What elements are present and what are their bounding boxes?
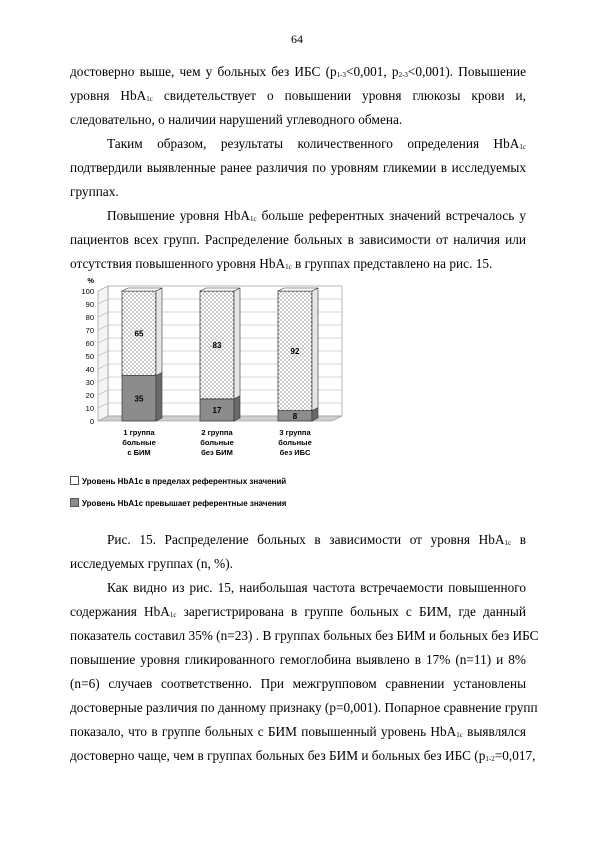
text-run: подтвердили выявленные ранее различия по уровням гликемии в исследуемых: [70, 160, 526, 175]
bar-side: [156, 288, 162, 376]
x-category-label: без ИБС: [279, 448, 311, 457]
text-run: достоверно выше, чем у больных без ИБС (p: [70, 64, 337, 79]
y-tick-label: 10: [85, 404, 94, 413]
text-line: [70, 746, 536, 766]
x-category-label: 1 группа: [123, 428, 155, 437]
bar-side: [234, 288, 240, 399]
x-category-label: больные: [278, 438, 312, 447]
legend-item-normal: [70, 475, 286, 489]
text-run: уровня HbA: [70, 88, 147, 103]
data-label: 65: [134, 329, 144, 339]
text-line: [107, 206, 526, 226]
text-run: содержания HbA: [70, 604, 170, 619]
text-run: исследуемых группах (n, %).: [70, 556, 233, 571]
text-run: достоверные различия по данному признаку (p=0,001). Попарное сравнение групп: [70, 700, 538, 715]
text-line: [70, 86, 526, 106]
page-number: 64: [291, 32, 303, 46]
text-run: пациентов всех групп. Распределение больных в зависимости от наличия или: [70, 232, 526, 247]
subscript: 1c: [519, 143, 526, 151]
text-run: больше референтных значений встречалось у: [256, 208, 526, 223]
text-line: [70, 158, 526, 178]
text-line: [70, 722, 526, 742]
text-run: показало, что в группе больных с БИМ повышенный уровень HbA: [70, 724, 457, 739]
text-run: достоверно чаще, чем в группах больных без БИМ и больных без ИБС (p: [70, 748, 486, 763]
text-line: [107, 578, 526, 598]
text-run: Повышение уровня HbA: [107, 208, 251, 223]
text-run: <0,001, p: [346, 64, 399, 79]
data-label: 83: [212, 340, 222, 350]
text-run: в группах представлено на рис. 15.: [291, 256, 493, 271]
x-category-label: больные: [200, 438, 234, 447]
y-tick-label: 50: [85, 352, 94, 361]
legend-swatch-solid: [70, 498, 79, 507]
text-run: =0,017,: [494, 748, 536, 763]
subscript: 1c: [504, 539, 512, 547]
text-run: <0,001). Повышение: [407, 64, 527, 79]
data-label: 35: [134, 394, 144, 404]
text-line: [70, 182, 526, 202]
text-line: [70, 602, 526, 622]
text-run: Таким образом, результаты количественного определения HbA: [107, 136, 520, 151]
text-line: [70, 554, 526, 574]
subscript: 1-3: [336, 71, 346, 79]
subscript: 1-2: [485, 755, 495, 763]
y-tick-label: 70: [85, 326, 94, 335]
subscript: 2-3: [398, 71, 408, 79]
text-run: показатель составил 35% (n=23) . В группах больных без БИМ и больных без ИБС: [70, 628, 539, 643]
text-run: следовательно, о наличии нарушений углеводного обмена.: [70, 112, 403, 127]
legend-label-normal: Уровень HbA1c в пределах референтных значений: [82, 477, 287, 486]
text-run: Как видно из рис. 15, наибольшая частота встречаемости повышенного: [107, 580, 526, 595]
text-run: в: [511, 532, 526, 547]
bar-side: [312, 288, 318, 411]
y-tick-label: 0: [89, 417, 94, 426]
text-line: [107, 134, 526, 154]
subscript: 1c: [285, 263, 292, 271]
legend-item-elevated: [70, 497, 286, 511]
bar-top: [278, 288, 318, 291]
y-tick-label: 80: [85, 313, 94, 322]
y-tick-label: 20: [85, 391, 94, 400]
text-run: свидетельствует о повышении уровня глюкозы крови и,: [152, 88, 526, 103]
text-line: [70, 674, 526, 694]
text-line: [70, 62, 526, 82]
text-run: (n=6) случаев соответственно. При межгрупповом сравнении установлены: [70, 676, 526, 691]
text-run: повышение уровня гликированного гемоглобина выявлено в 17% (n=11) и 8%: [70, 652, 526, 667]
x-category-label: без БИМ: [201, 448, 233, 457]
x-category-label: больные: [122, 438, 156, 447]
text-run: выявлялся: [462, 724, 526, 739]
y-tick-label: 30: [85, 378, 94, 387]
x-category-label: 2 группа: [201, 428, 233, 437]
text-line: [70, 626, 539, 646]
data-label: 17: [212, 405, 222, 415]
data-label: 92: [290, 346, 300, 356]
bar-top: [200, 288, 240, 291]
text-line: [70, 650, 526, 670]
y-axis-unit: %: [87, 276, 94, 285]
text-line: [70, 254, 526, 274]
text-line: [70, 698, 538, 718]
subscript: 1c: [250, 215, 257, 223]
text-run: группах.: [70, 184, 119, 199]
bar-side: [156, 373, 162, 422]
subscript: 1c: [169, 611, 177, 619]
text-run: Рис. 15. Распределение больных в зависимости от уровня HbA: [107, 532, 505, 547]
legend-label-elevated: Уровень HbA1c превышает референтные значения: [82, 499, 287, 508]
legend-swatch-dotted: [70, 476, 79, 485]
x-category-label: 3 группа: [279, 428, 311, 437]
y-tick-label: 40: [85, 365, 94, 374]
text-line: [70, 110, 526, 130]
bar-top: [122, 288, 162, 291]
y-tick-label: 60: [85, 339, 94, 348]
subscript: 1c: [456, 731, 463, 739]
text-run: отсутствия повышенного уровня HbA: [70, 256, 286, 271]
text-run: зарегистрирована в группе больных с БИМ, где данный: [176, 604, 526, 619]
text-line: [107, 530, 526, 550]
y-tick-label: 90: [85, 300, 94, 309]
subscript: 1c: [146, 95, 153, 103]
y-tick-label: 100: [81, 287, 94, 296]
data-label: 8: [292, 411, 298, 421]
x-category-label: с БИМ: [127, 448, 151, 457]
bar-side: [234, 396, 240, 421]
text-line: [70, 230, 526, 250]
